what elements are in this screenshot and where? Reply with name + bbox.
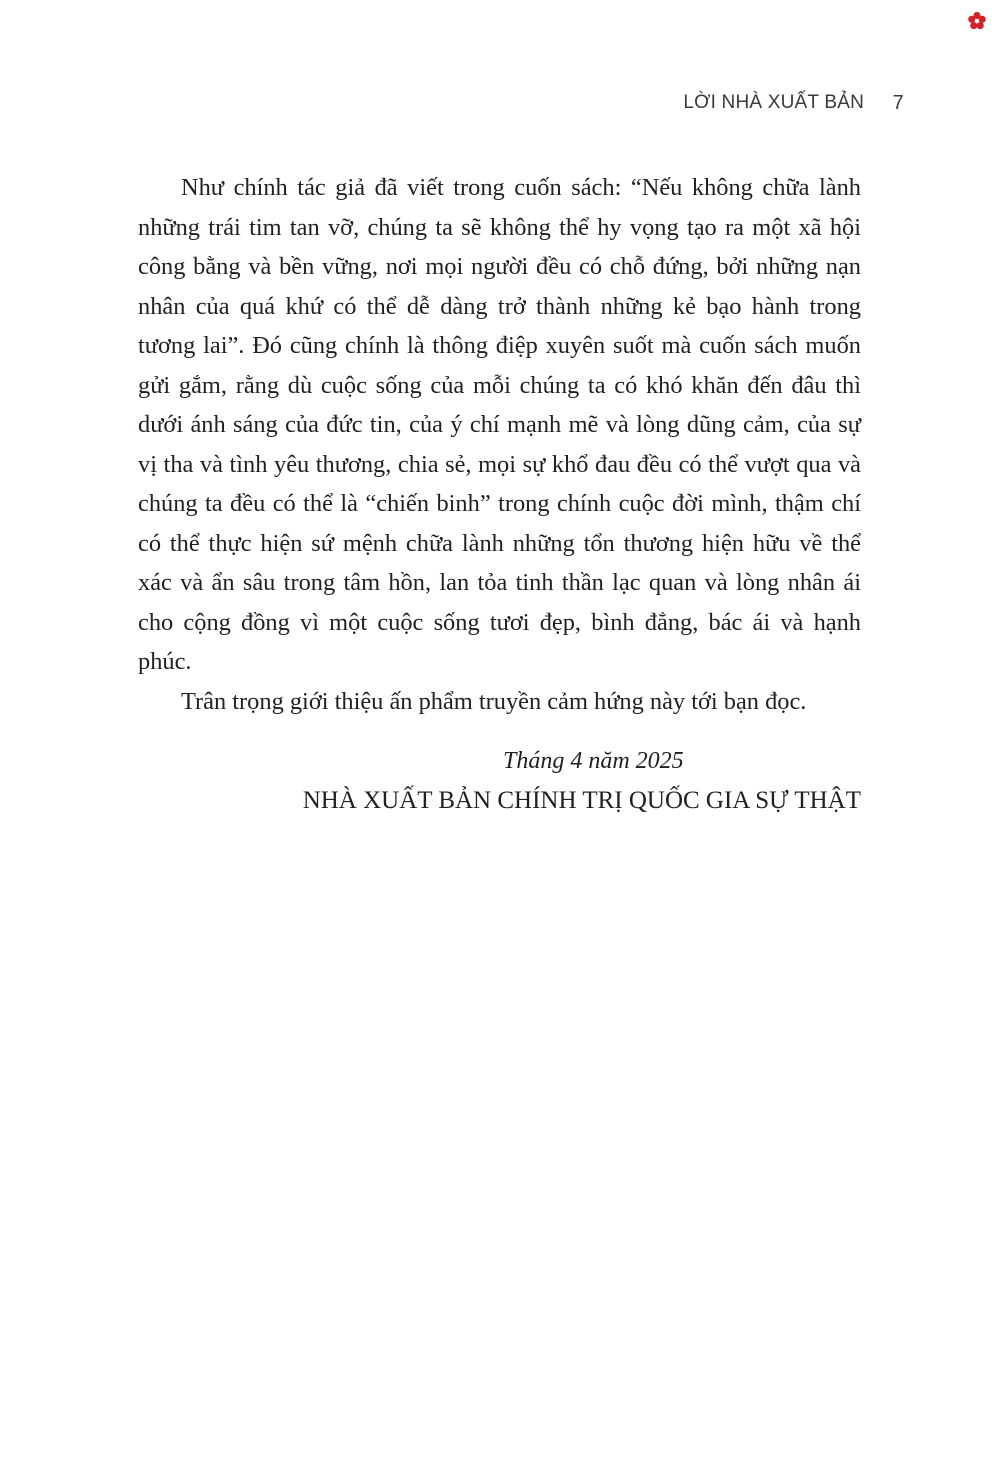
page-number: 7 [892, 92, 904, 114]
body-text [138, 168, 861, 721]
publisher-name: NHÀ XUẤT BẢN CHÍNH TRỊ QUỐC GIA SỰ THẬT [302, 787, 861, 814]
paragraph: Trân trọng giới thiệu ấn phẩm truyền cảm hứng này tới bạn đọc. [181, 687, 807, 715]
paragraph: Như chính tác giả đã viết trong cuốn sách: “Nếu không chữa lành những trái tim tan vỡ, chúng ta sẽ không thể hy vọng tạo ra một xã hội công bằng và bền vững, nơi mọi người đều có chỗ đứng, bởi những nạn nhân của quá khứ có thể dễ dàng trở thành những kẻ bạo hành trong tương lai”. Đó cũng chính là thông điệp xuyên suốt mà cuốn sách muốn gửi gắm, rằng dù cuộc sống của mỗi chúng ta có khó khăn đến đâu thì dưới ánh sáng của đức tin, của ý chí mạnh mẽ và lòng dũng cảm, của sự vị tha và tình yêu thương, chia sẻ, mọi sự khổ đau đều có thể vượt qua và chúng ta đều có thể là “chiến binh” trong chính cuộc đời mình, thậm chí có thể thực hiện sứ mệnh chữa lành những tổn thương hiện hữu về thể xác và ẩn sâu trong tâm hồn, lan tỏa tinh thần lạc quan và lòng nhân ái cho cộng đồng vì một cuộc sống tươi đẹp, bình đẳng, bác ái và hạnh phúc. [138, 174, 861, 675]
running-header [640, 92, 904, 118]
section-title: LỜI NHÀ XUẤT BẢN [683, 92, 864, 113]
signature-date: Tháng 4 năm 2025 [503, 748, 684, 774]
red-flower-icon [966, 10, 988, 32]
